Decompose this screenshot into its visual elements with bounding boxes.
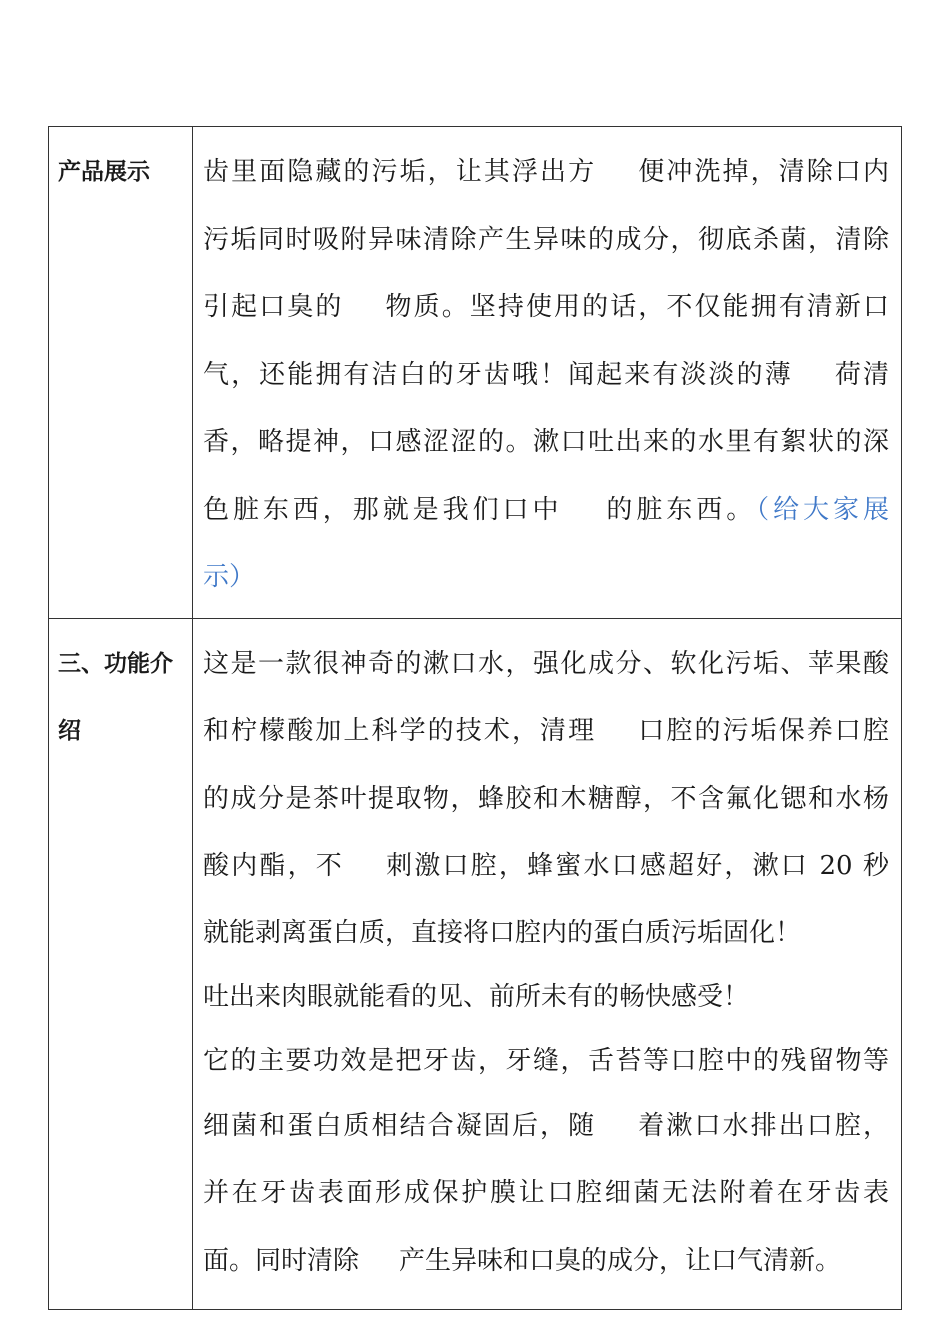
- text-line: 并在牙齿表面形成保护膜让口腔细菌无法附着在牙齿表: [203, 1178, 889, 1208]
- text-line: 这是一款很神奇的漱口水，强化成分、软化污垢、苹果酸: [203, 648, 889, 679]
- row-body: [193, 618, 902, 1309]
- text-line: 污垢同时吸附异味清除产生异味的成分，彻底杀菌，清除: [203, 224, 889, 255]
- show-everyone-link: （给大家展: [756, 494, 889, 525]
- show-everyone-link-end: 示）: [203, 562, 256, 592]
- text-line: 齿里面隐藏的污垢，让其浮出方 便冲洗掉，清除口内: [203, 157, 889, 187]
- table-row: [49, 127, 902, 619]
- text-line: 和柠檬酸加上科学的技术，清理 口腔的污垢保养口腔: [203, 716, 889, 746]
- text-line: 色脏东西，那就是我们口中 的脏东西。（给大家展: [203, 494, 889, 525]
- text-line: [203, 544, 889, 612]
- text-line: 就能剥离蛋白质，直接将口腔内的蛋白质污垢固化！: [203, 917, 802, 948]
- table-row: [49, 618, 902, 1309]
- text-line: 细菌和蛋白质相结合凝固后，随 着漱口水排出口腔，: [203, 1110, 889, 1141]
- content-table: [48, 126, 902, 1310]
- text-line: 香，略提神，口感涩涩的。漱口吐出来的水里有絮状的深: [203, 427, 889, 457]
- row-label: 产品展示: [49, 127, 193, 619]
- row-body: [193, 127, 902, 619]
- text-line: 面。同时清除 产生异味和口臭的成分，让口气清新。: [203, 1245, 842, 1276]
- text-line: 酸内酯，不 刺激口腔，蜂蜜水口感超好，漱口 20 秒: [203, 851, 889, 881]
- text-line: 气，还能拥有洁白的牙齿哦！闻起来有淡淡的薄 荷清: [203, 359, 889, 390]
- text-line: 它的主要功效是把牙齿，牙缝，舌苔等口腔中的残留物等: [203, 1045, 889, 1076]
- text-line: 引起口臭的 物质。坚持使用的话，不仅能拥有清新口: [203, 292, 889, 322]
- text-line: 的成分是茶叶提取物，蜂胶和木糖醇，不含氟化锶和水杨: [203, 783, 889, 814]
- row-label: 三、功能介绍: [49, 618, 193, 1309]
- text-line: 吐出来肉眼就能看的见、前所未有的畅快感受！: [203, 981, 750, 1012]
